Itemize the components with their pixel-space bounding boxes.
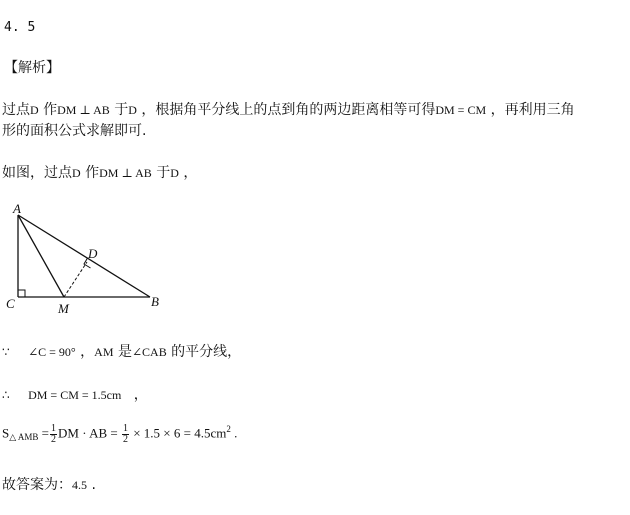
bisector-am [18, 215, 64, 297]
answer-label: 故答案为： [2, 477, 72, 493]
right-angle-mark-c [18, 290, 25, 297]
text: 的平分线， [171, 344, 242, 360]
equals: = [41, 425, 50, 441]
side-ab [18, 215, 150, 297]
segment-am: AM [94, 345, 114, 359]
perpendicular-dm [64, 262, 87, 297]
answer-top: 4. 5 [4, 20, 36, 35]
analysis-line-2: 形的面积公式求解即可. [2, 123, 147, 139]
analysis-line-1 [2, 99, 575, 119]
area-symbol: S [2, 425, 10, 441]
final-answer [2, 474, 96, 494]
answer-value: 4.5 [72, 478, 87, 492]
text: ， [80, 344, 95, 360]
label-m: M [58, 301, 69, 316]
text: × 1.5 × 6 = 4.5cm [133, 425, 227, 441]
text: DM · AB = [58, 425, 118, 441]
equation-dm-cm: DM = CM [435, 103, 487, 117]
fraction-denominator: 2 [122, 434, 128, 445]
exponent: 2 [226, 424, 231, 435]
point-d: D [170, 166, 179, 180]
fraction-numerator: 1 [51, 423, 57, 434]
text: 作 [85, 165, 100, 181]
text: 如图，过点 [2, 165, 72, 181]
text: 于 [156, 165, 171, 181]
text: ， [183, 165, 198, 181]
text: . [91, 477, 96, 493]
point-d: D [128, 103, 137, 117]
because-symbol: ∵ [2, 345, 10, 359]
label-c: C [6, 296, 15, 311]
angle-c: ∠C = 90° [28, 345, 76, 359]
section-header: 【解析】 [4, 60, 60, 76]
triangle-figure [0, 195, 180, 320]
segment-dm-perp-ab: DM ⊥ AB [99, 166, 152, 180]
text: ，根据角平分线上的点到角的两边距离相等可得 [141, 102, 436, 118]
step-therefore [2, 384, 148, 404]
text: . [234, 425, 238, 441]
point-d: D [72, 166, 81, 180]
fraction-numerator: 1 [122, 423, 128, 434]
equation-dm-cm: DM = CM = 1.5cm [28, 388, 122, 402]
text: 作 [43, 102, 58, 118]
figure-intro [2, 162, 197, 182]
text: 是 [117, 344, 132, 360]
fraction-denominator: 2 [51, 434, 57, 445]
fraction-half [50, 424, 57, 445]
text: 于 [114, 102, 129, 118]
text: ， [133, 387, 148, 403]
segment-dm-perp-ab: DM ⊥ AB [57, 103, 110, 117]
area-subscript: △ AMB [9, 432, 39, 443]
angle-cab: ∠CAB [131, 345, 167, 359]
therefore-symbol: ∴ [2, 388, 10, 402]
label-a: A [13, 201, 21, 216]
step-because [2, 341, 241, 361]
text: 过点 [2, 102, 30, 118]
point-d: D [30, 103, 39, 117]
area-formula [2, 424, 237, 445]
fraction-half [122, 424, 129, 445]
text: ，再利用三角 [490, 102, 575, 118]
label-d: D [88, 246, 98, 261]
label-b: B [151, 294, 159, 309]
